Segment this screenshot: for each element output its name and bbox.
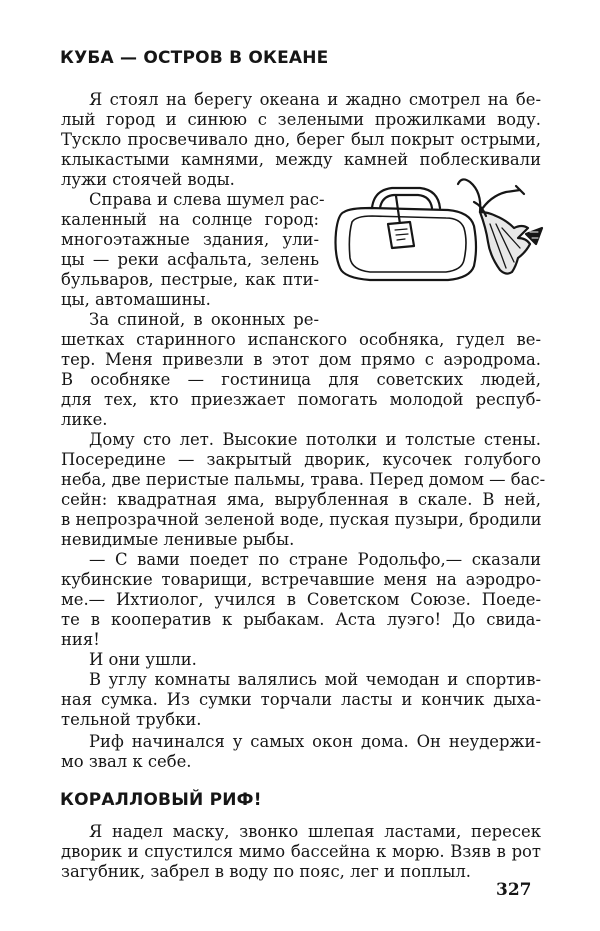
text-line: кубинские товарищи, встречавшие меня на аэродро- (61, 570, 541, 589)
text-line: Посередине — закрытый дворик, кусочек голубого (61, 450, 541, 469)
section-heading-coral-reef: КОРАЛЛОВЫЙ РИФ! (60, 790, 262, 810)
text-line: В особняке — гостиница для советских людей, (61, 370, 541, 389)
text-line: цы — реки асфальта, зелень (61, 250, 319, 269)
text-line: В углу комнаты валялись мой чемодан и спортив- (89, 670, 541, 689)
text-line: Я надел маску, звонко шлепая ластами, пересек (89, 822, 541, 841)
text-line: Риф начинался у самых окон дома. Он неудержи- (89, 732, 541, 751)
text-line: неба, две перистые пальмы, трава. Перед домом — бас- (61, 470, 546, 489)
text-line: тер. Меня привезли в этот дом прямо с аэродрома. (61, 350, 541, 369)
text-line: шетках старинного испанского особняка, гудел ве- (61, 330, 541, 349)
text-line: Тускло просвечивало дно, берег был покрыт острыми, (61, 130, 541, 149)
text-line: в непрозрачной зеленой воде, пуская пузыри, бродили (61, 510, 542, 529)
text-line: Я стоял на берегу океана и жадно смотрел на бе- (89, 90, 541, 109)
text-line: ме.— Ихтиолог, учился в Советском Союзе. Поеде- (61, 590, 541, 609)
text-line: цы, автомашины. (61, 290, 211, 309)
text-line: лужи стоячей воды. (61, 170, 235, 189)
text-line: мо звал к себе. (61, 752, 192, 771)
text-line: невидимые ленивые рыбы. (61, 530, 295, 549)
text-line: многоэтажные здания, ули- (61, 230, 319, 249)
text-line: каленный на солнце город: (61, 210, 319, 229)
section-heading-cuba: КУБА — ОСТРОВ В ОКЕАНЕ (60, 48, 329, 68)
text-line: — С вами поедет по стране Родольфо,— сказали (89, 550, 541, 569)
text-line: дворик и спустился мимо бассейна к морю. Взяв в рот (61, 842, 541, 861)
text-line: За спиной, в оконных ре- (89, 310, 319, 329)
text-line: загубник, забрел в воду по пояс, лег и поплыл. (61, 862, 471, 881)
text-line: ния! (61, 630, 100, 649)
suitcase-and-flippers-illustration (330, 172, 545, 287)
text-line: бульваров, пестрые, как пти- (61, 270, 319, 289)
text-line: лый город и синюю с зелеными прожилками воду. (61, 110, 541, 129)
text-line: тельной трубки. (61, 710, 202, 729)
text-line: Справа и слева шумел рас- (89, 190, 325, 209)
text-line: сейн: квадратная яма, вырубленная в скале. В ней, (61, 490, 541, 509)
text-line: для тех, кто приезжает помогать молодой респуб- (61, 390, 541, 409)
text-line: те в кооператив к рыбакам. Аста луэго! До свида- (61, 610, 541, 629)
text-line: клыкастыми камнями, между камней поблескивали (61, 150, 541, 169)
text-line: ная сумка. Из сумки торчали ласты и кончик дыха- (61, 690, 541, 709)
text-line: лике. (61, 410, 108, 429)
page-number: 327 (496, 880, 532, 900)
text-line: Дому сто лет. Высокие потолки и толстые стены. (89, 430, 541, 449)
text-line: И они ушли. (89, 650, 197, 669)
